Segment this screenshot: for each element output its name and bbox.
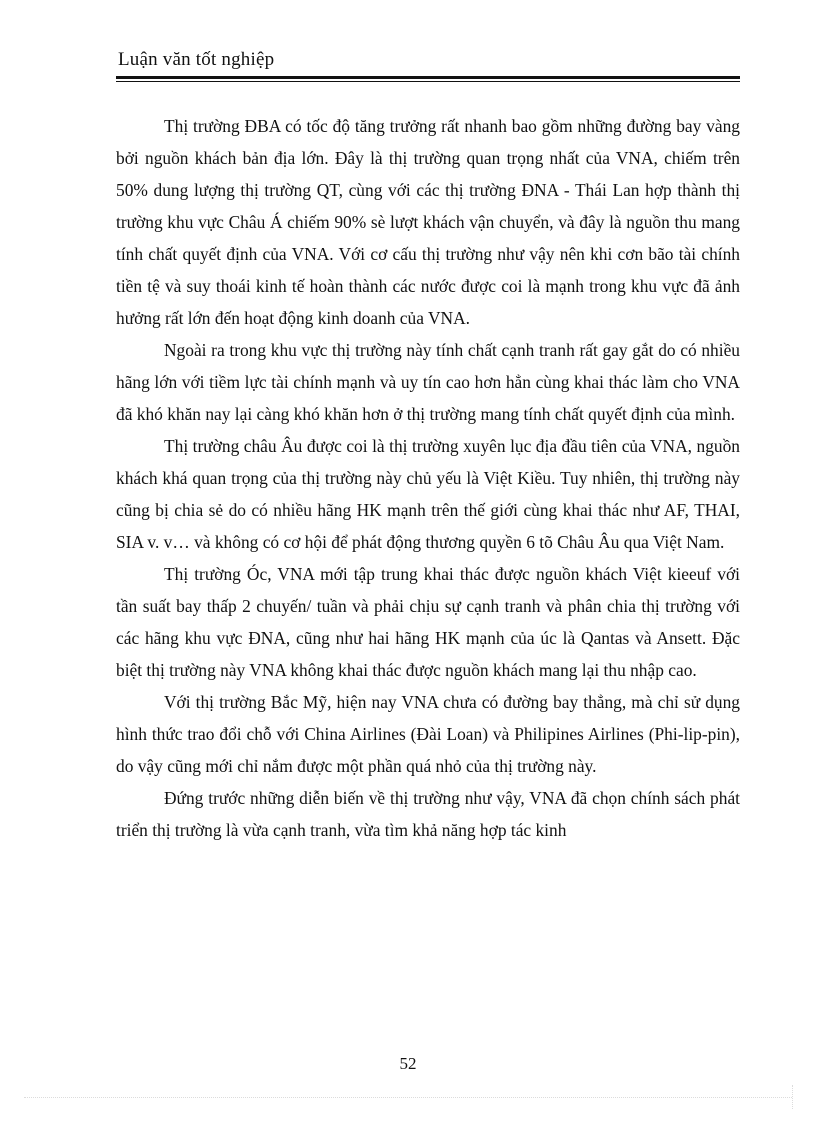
paragraph-competition: Ngoài ra trong khu vực thị trường này tính chất cạnh tranh rất gay gắt do có nhiều hãng lớn với tiềm lực tài chính mạnh và uy tín cao hơn hẳn cùng khai thác làm cho VNA đã khó khăn nay lại càng khó khăn hơn ở thị trường mang tính chất quyết định của mình. bbox=[116, 340, 740, 424]
page-header bbox=[116, 48, 740, 82]
body-text bbox=[116, 110, 740, 846]
page-bottom-border bbox=[24, 1097, 792, 1098]
paragraph-australia-market: Thị trường Óc, VNA mới tập trung khai thác được nguồn khách Việt kieeuf với tần suất bay thấp 2 chuyến/ tuần và phải chịu sự cạnh tranh và phân chia thị trường với các hãng khu vực ĐNA, cũng như hai hãng HK mạnh của úc là Qantas và Ansett. Đặc biệt thị trường này VNA không khai thác được nguồn khách mang lại thu nhập cao. bbox=[116, 564, 740, 680]
header-rule-thick bbox=[116, 76, 740, 79]
paragraph-strategy: Đứng trước những diễn biến về thị trường như vậy, VNA đã chọn chính sách phát triển thị trường là vừa cạnh tranh, vừa tìm khả năng hợp tác kinh bbox=[116, 788, 740, 840]
paragraph-north-america-market: Với thị trường Bắc Mỹ, hiện nay VNA chưa có đường bay thẳng, mà chỉ sử dụng hình thức trao đổi chỗ với China Airlines (Đài Loan) và Philipines Airlines (Phi-lip-pin), do vậy cũng mới chỉ nắm được một phần quá nhỏ của thị trường này. bbox=[116, 692, 740, 776]
page-corner-border bbox=[792, 1085, 793, 1109]
header-title: Luận văn tốt nghiệp bbox=[118, 49, 275, 70]
paragraph-dba-market: Thị trường ĐBA có tốc độ tăng trưởng rất nhanh bao gồm những đường bay vàng bởi nguồn khách bản địa lớn. Đây là thị trường quan trọng nhất của VNA, chiếm trên 50% dung lượng thị trường QT, cùng với các thị trường ĐNA - Thái Lan hợp thành thị trường khu vực Châu Á chiếm 90% sè lượt khách vận chuyển, và đây là nguồn thu mang tính chất quyết định của VNA. Với cơ cấu thị trường như vậy nên khi cơn bão tài chính tiền tệ và suy thoái kinh tế hoàn thành các nước được coi là mạnh trong khu vực đã ảnh hưởng rất lớn đến hoạt động kinh doanh của VNA. bbox=[116, 116, 740, 328]
page-number: 52 bbox=[399, 1054, 417, 1073]
paragraph-europe-market: Thị trường châu Âu được coi là thị trường xuyên lục địa đầu tiên của VNA, nguồn khách khá quan trọng của thị trường này chủ yếu là Việt Kiều. Tuy nhiên, thị trường này cũng bị chia sẻ do có nhiều hãng HK mạnh trên thế giới cùng khai thác như AF, THAI, SIA v. v… và không có cơ hội để phát động thương quyền 6 tõ Châu Âu qua Việt Nam. bbox=[116, 436, 740, 552]
header-rule-thin bbox=[116, 81, 740, 82]
